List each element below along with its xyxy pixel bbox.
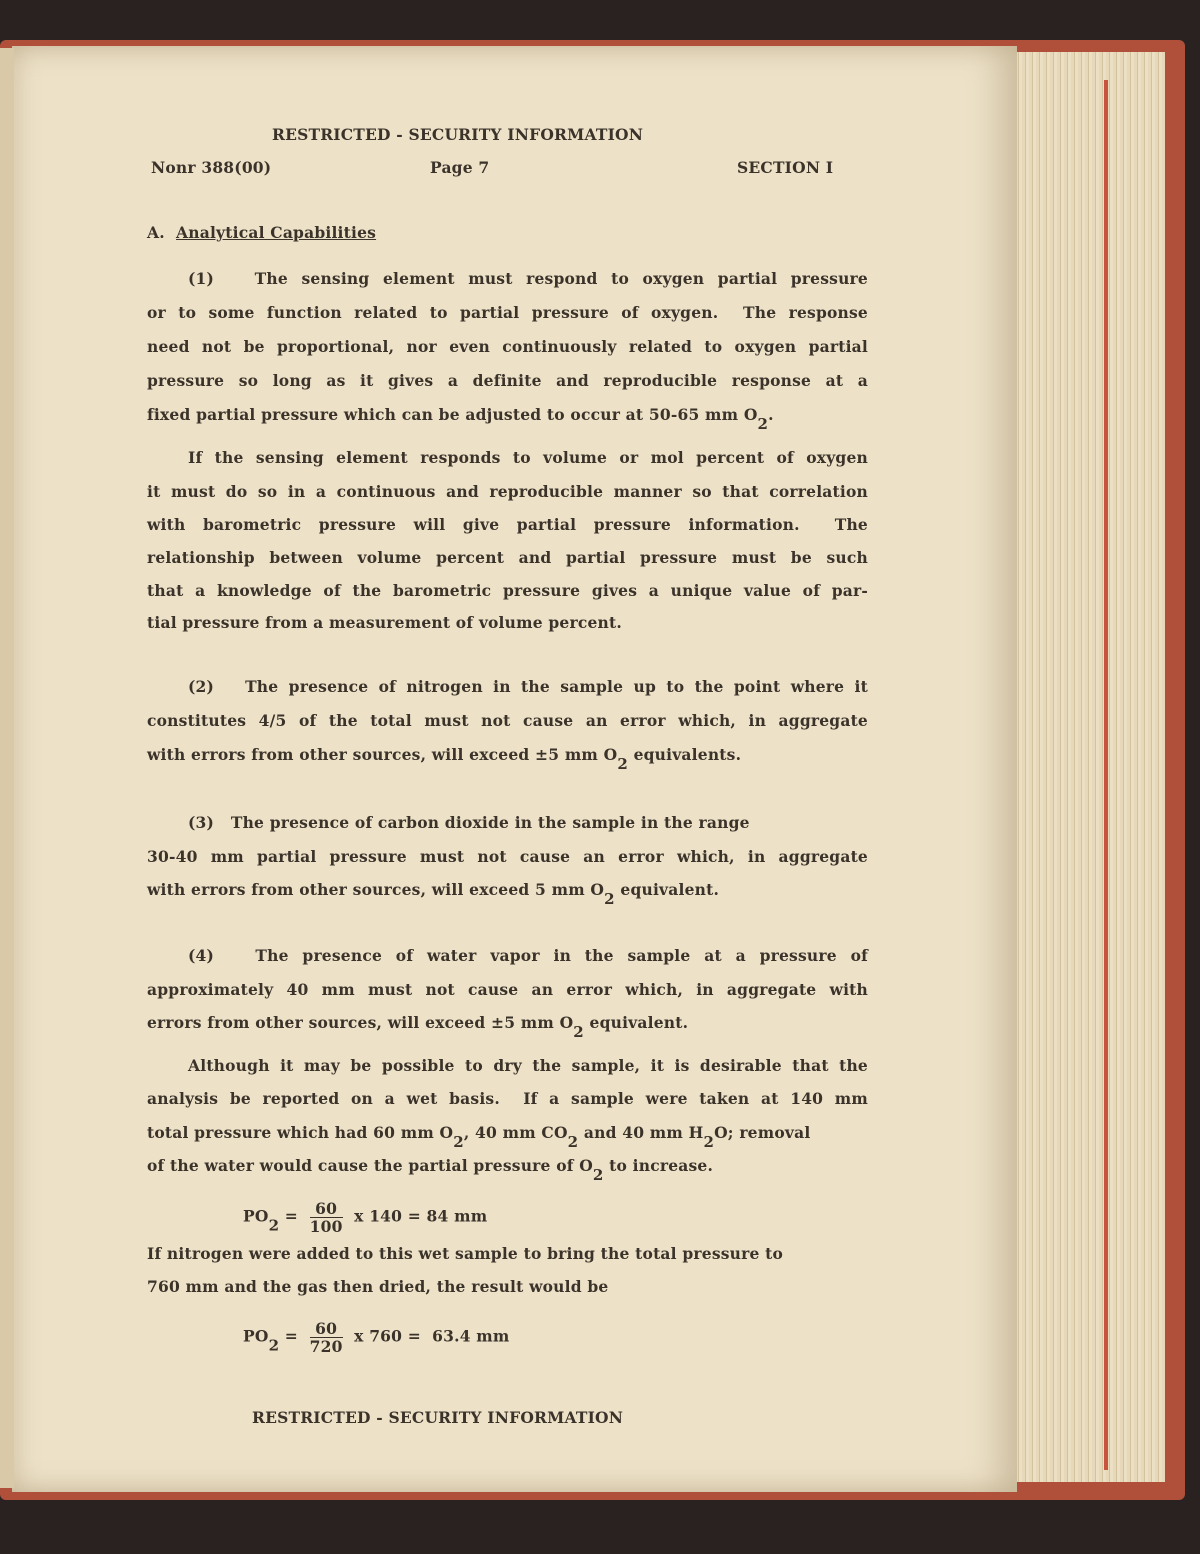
text-segment: to increase. — [603, 1156, 714, 1175]
page-edges — [1015, 52, 1165, 1482]
text-line — [188, 813, 868, 833]
text-line — [147, 1277, 868, 1297]
heading-letter: A. — [147, 223, 165, 242]
previous-page-edge — [0, 48, 14, 1488]
subscript: 2 — [268, 1216, 280, 1235]
text-line — [147, 745, 868, 773]
text-segment: total pressure which had 60 mm O — [147, 1123, 454, 1142]
document-page — [12, 46, 1017, 1492]
text-segment: or to some function related to partial pressure of oxygen. The response — [147, 303, 868, 322]
text-line — [147, 613, 868, 633]
text-line — [147, 1244, 868, 1264]
subscript: 2 — [604, 890, 615, 908]
text-line — [147, 980, 868, 1000]
text-line — [188, 269, 868, 289]
text-segment: fixed partial pressure which can be adjusted to occur at 50-65 mm O — [147, 405, 758, 424]
text-line — [147, 847, 868, 867]
section-label: SECTION I — [737, 158, 834, 177]
section-heading — [147, 223, 376, 243]
footer-classification: RESTRICTED - SECURITY INFORMATION — [252, 1408, 624, 1427]
subscript: 2 — [757, 415, 769, 433]
text-segment: (2) The presence of nitrogen in the sample up to the point where it — [188, 677, 868, 696]
formula-line — [243, 1200, 487, 1235]
text-segment: (1) The sensing element must respond to oxygen partial pressure — [188, 269, 868, 288]
text-segment: 760 mm and the gas then dried, the result would be — [147, 1277, 609, 1296]
text-line — [147, 1156, 868, 1184]
text-segment: , 40 mm CO — [463, 1123, 568, 1142]
cover-edge — [1104, 80, 1108, 1470]
text-line — [147, 482, 868, 502]
text-segment: with errors from other sources, will exceed 5 mm O — [147, 880, 605, 899]
text-segment: Although it may be possible to dry the sample, it is desirable that the — [188, 1056, 868, 1075]
subscript: 2 — [567, 1133, 579, 1151]
text-line — [147, 1123, 868, 1151]
text-segment: with barometric pressure will give partial pressure information. The — [147, 515, 868, 534]
text-line — [188, 448, 868, 468]
text-line — [147, 405, 868, 433]
text-segment: that a knowledge of the barometric pressure gives a unique value of par- — [147, 581, 868, 600]
fraction — [310, 1200, 343, 1235]
text-line — [147, 548, 868, 568]
fraction-denominator: 100 — [309, 1217, 343, 1236]
text-segment: equivalents. — [627, 745, 742, 764]
formula-line — [243, 1320, 509, 1355]
text-line — [188, 1056, 868, 1076]
text-segment: x 140 = 84 mm — [348, 1206, 488, 1226]
text-segment: If nitrogen were added to this wet sample to bring the total pressure to — [147, 1244, 784, 1263]
subscript: 2 — [703, 1133, 715, 1151]
text-line — [188, 946, 868, 966]
subscript: 2 — [268, 1336, 280, 1355]
text-segment: pressure so long as it gives a definite and reproducible response at a — [147, 371, 868, 390]
text-line — [147, 303, 868, 323]
heading-title: Analytical Capabilities — [176, 223, 377, 242]
text-segment: . — [768, 405, 774, 424]
text-line — [147, 515, 868, 535]
text-segment: PO — [243, 1326, 269, 1346]
subscript: 2 — [592, 1166, 604, 1184]
text-segment: tial pressure from a measurement of volume percent. — [147, 613, 622, 632]
text-segment: relationship between volume percent and partial pressure must be such — [147, 548, 868, 567]
text-segment: (4) The presence of water vapor in the sample at a pressure of — [188, 946, 868, 965]
text-segment: errors from other sources, will exceed ±5 mm O — [147, 1013, 574, 1032]
text-line — [147, 371, 868, 391]
text-segment: and 40 mm H — [578, 1123, 704, 1142]
subscript: 2 — [617, 755, 628, 773]
text-segment: = — [279, 1326, 304, 1346]
fraction-numerator: 60 — [310, 1320, 343, 1338]
subscript: 2 — [453, 1133, 464, 1151]
contract-number: Nonr 388(00) — [151, 158, 272, 177]
text-segment: it must do so in a continuous and reproducible manner so that correlation — [147, 482, 868, 501]
text-segment: approximately 40 mm must not cause an error which, in aggregate with — [147, 980, 868, 999]
text-segment: (3) The presence of carbon dioxide in the sample in the range — [188, 813, 750, 832]
text-line — [147, 1089, 868, 1109]
subscript: 2 — [573, 1023, 584, 1041]
text-segment: 30-40 mm partial pressure must not cause an error which, in aggregate — [147, 847, 868, 866]
text-segment: of the water would cause the partial pressure of O — [147, 1156, 593, 1175]
text-segment: equivalent. — [583, 1013, 689, 1032]
text-line — [147, 337, 868, 357]
text-segment: with errors from other sources, will exceed ±5 mm O — [147, 745, 618, 764]
header-classification: RESTRICTED - SECURITY INFORMATION — [272, 125, 644, 144]
text-line — [147, 880, 868, 908]
text-segment: PO — [243, 1206, 269, 1226]
fraction-numerator: 60 — [310, 1200, 343, 1218]
fraction — [310, 1320, 343, 1355]
text-line — [147, 581, 868, 601]
text-segment: equivalent. — [614, 880, 720, 899]
text-segment: analysis be reported on a wet basis. If a sample were taken at 140 mm — [147, 1089, 868, 1108]
text-segment: x 760 = 63.4 mm — [348, 1326, 510, 1346]
page-number: Page 7 — [430, 158, 490, 177]
text-line — [147, 1013, 868, 1041]
text-line — [147, 711, 868, 731]
text-segment: = — [279, 1206, 304, 1226]
text-segment: constitutes 4/5 of the total must not cause an error which, in aggregate — [147, 711, 868, 730]
text-segment: O; removal — [714, 1123, 811, 1142]
text-line — [188, 677, 868, 697]
text-segment: If the sensing element responds to volume or mol percent of oxygen — [188, 448, 868, 467]
fraction-denominator: 720 — [309, 1337, 343, 1356]
text-segment: need not be proportional, nor even continuously related to oxygen partial — [147, 337, 868, 356]
